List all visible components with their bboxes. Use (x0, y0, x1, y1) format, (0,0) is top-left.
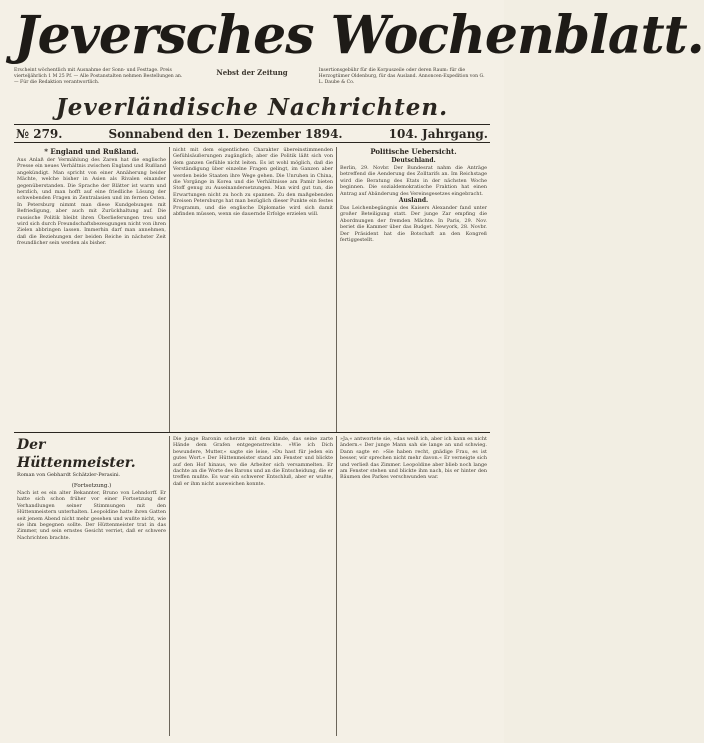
germany-text: Berlin, 29. Novbr. Der Bundesrat nahm die Anträge betreffend die Aenderung des Zolltarifs an. Im Reichstage wird die Beratung des Etats in der nächsten Woche beginnen. Die sozialdemokratische Fraktion hat einen Antrag auf Abänderung des Vereinsgesetzes eingebracht. (340, 165, 487, 197)
subhead-left: Erscheint wöchentlich mit Ausnahme der Sonn- und Festtage. Preis vierteljährlich 1 M 25 Pf. — Alle Postanstalten nehmen Bestellungen an. — Für die Redaktion verantwortlich. (14, 68, 183, 85)
second-title: Jeverländische Nachrichten. (55, 94, 449, 121)
abroad-text: Das Leichenbegängnis des Kaisers Alexander fand unter großer Beteiligung statt. Der junge Zar empfing die Abordnungen der fremden Mächte. In Paris, 29. Nov. beriet die Kammer über das Budget. Newyork, 28. Novbr. Der Präsident hat die Botschaft an den Kongreß fertiggestellt. (340, 205, 487, 244)
feuilleton-title: Der Hüttenmeister. (17, 437, 136, 471)
dateline (14, 124, 490, 143)
column-2 (169, 147, 336, 432)
feuilleton-subtitle: Roman von Gebhardt Schätzler-Perasini. (17, 472, 121, 478)
subhead-right: Insertionsgebühr für die Korpuszeile oder deren Raum: für die Herzogtümer Oldenburg, für das Ausland. Annoncen-Expedition von G. L. Daube & Co. (318, 68, 485, 85)
column-3 (336, 147, 490, 432)
bottom-columns (14, 432, 490, 736)
abroad-subheading: Ausland. (398, 197, 429, 205)
politics-heading: Politische Uebersicht. (370, 147, 457, 156)
germany-subheading: Deutschland. (391, 157, 436, 164)
column-1 (14, 147, 169, 432)
subhead-middle: Nebst der Zeitung (216, 68, 288, 77)
story-text-3: »Ja,« antwortete sie, »das weiß ich, aber ich kann es nicht ändern.« Der junge Mann sah sie lange an und schwieg. Dann sagte er: »Sie haben recht, gnädige Frau, es ist besser, wir sprechen nicht mehr davon.« Er verneigte sich und verließ das Zimmer. Leopoldine aber blieb noch lange am Fenster stehen und blickte ihm nach, bis er hinter den Bäumen des Parkes verschwunden war. (340, 436, 487, 481)
article-text-continued: nicht mit dem eigentlichen Charakter übereinstimmenden Gefühlsäußerungen zugänglich; aber die Politik läßt sich von dem ganzen Gefühle nicht leiten. Es ist wohl möglich, daß die Verständigung über einzelne Fragen gelingt, im Ganzen aber werden beide Staaten ihre Wege gehen. Die Unruhen in China, die Vorgänge in Korea und die Verhältnisse am Pamir bieten Stoff genug zu Auseinandersetzungen. Man wird gut tun, die Erwartungen nicht zu hoch zu spannen. Zu den maßgebenden Kreisen Petersburgs hat man bezüglich dieser Punkte ein festes Programm, und die englische Diplomatie wird sich damit abfinden müssen, wenn sie dauernde Erfolge erzielen will. (173, 147, 333, 218)
subhead (14, 68, 490, 94)
issue-date: Sonnabend den 1. Dezember 1894. (108, 126, 343, 141)
volume-year: 104. Jahrgang. (388, 126, 488, 141)
continuation-note: (Fortsetzung.) (71, 483, 112, 489)
feuilleton-text: Nach ist es ein alter Bekannter, Bruno von Lehndorff. Er hatte sich schon früher vor einer Fortsetzung der Verhandlungen seiner Stimmungen mit den Hüttenmeistern unterhalten. Leopoldine hatte ihren Gatten seit jenem Abend nicht mehr gesehen und wußte nicht, wie sie ihm begegnen sollte. Der Hüttenmeister trat in das Zimmer, und sein ernstes Gesicht verriet, daß er schwere Nachrichten brachte. (17, 490, 166, 541)
masthead: Jeversches Wochenblatt. (14, 5, 704, 66)
issue-number: № 279. (16, 126, 63, 141)
story-text-2: Die junge Baronin scherzte mit dem Kinde, das seine zarte Hände dem Grafen entgegenstreckte. »Wie ich Dich bewundere, Mutter,« sagte sie leise, »Du hast für jeden ein gutes Wort.« Der Hüttenmeister stand am Fenster und blickte auf den Hof hinaus, wo die Arbeiter sich versammelten. Er dachte an die Worte des Barons und an die Entscheidung, die er treffen mußte. Es war ein schwerer Entschluß, aber er wußte, daß er ihm nicht ausweichen konnte. (173, 436, 333, 487)
feuilleton-column (14, 436, 169, 736)
article-text: Aus Anlaß der Vermählung des Zaren hat die englische Presse ein neues Verhältnis zwischen England und Rußland angekündigt. Man spricht von einer Annäherung beider Mächte, welche bisher in Asien als Rivalen einander gegenüberstanden. Die Sprache der Blätter ist warm und herzlich, und man hofft auf eine friedliche Lösung der schwebenden Fragen in Zentralasien und im fernen Osten. In Petersburg nimmt man diese Kundgebungen mit Befriedigung, aber auch mit Zurückhaltung auf. Die russische Politik bleibt ihren Überlieferungen treu und wird sich durch Freundschaftsbezeugungen nicht von ihren Zielen abbringen lassen. Immerhin darf man annehmen, daß die Beziehungen der beiden Reiche in nächster Zeit freundlicher sein werden als bisher. (17, 157, 166, 247)
top-columns (14, 147, 490, 432)
story-column-2 (169, 436, 336, 736)
story-column-3 (336, 436, 490, 736)
article-heading: * England und Rußland. (44, 147, 139, 156)
